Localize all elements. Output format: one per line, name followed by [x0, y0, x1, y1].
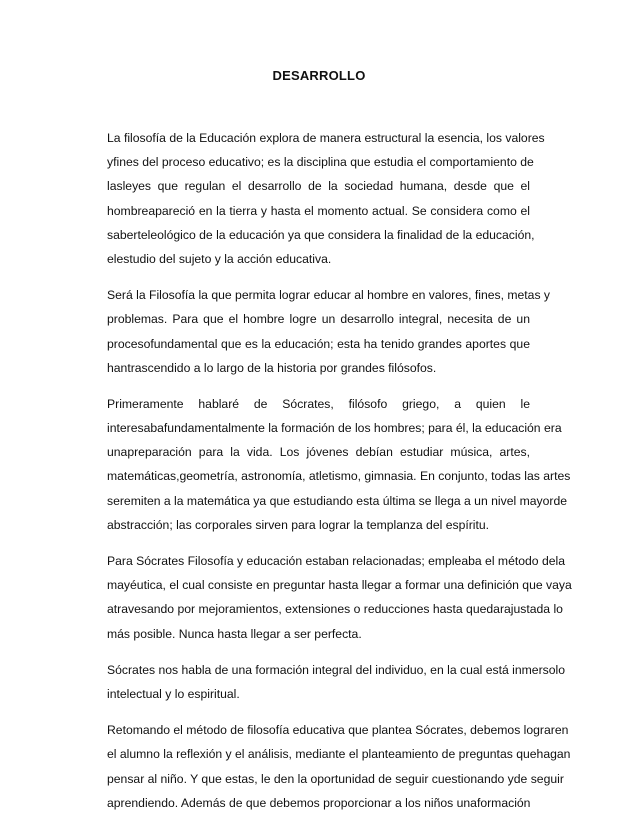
text-line: hantrascendido a lo largo de la historia por grandes filósofos. [107, 360, 437, 375]
paragraph [107, 126, 545, 271]
paragraph [107, 283, 551, 380]
text-line: saberteleológico de la educación ya que considera la finalidad de la educación, [107, 227, 535, 242]
text-line: Para Sócrates Filosofía y educación estaban relacionadas; empleaba el método dela [107, 554, 565, 568]
paragraph [107, 718, 571, 815]
text-line: Sócrates nos habla de una formación integral del individuo, en la cual está inmersolo [107, 662, 565, 677]
text-line: yfines del proceso educativo; es la disciplina que estudia el comportamiento de [107, 155, 534, 170]
text-line: matemáticas,geometría, astronomía, atletismo, gimnasia. En conjunto, todas las artes [107, 469, 571, 484]
paragraph [107, 549, 572, 646]
text-line: seremiten a la matemática ya que estudiando esta última se llega a un nivel mayorde [107, 493, 567, 508]
text-line: La filosofía de la Educación explora de manera estructural la esencia, los valores [107, 131, 545, 145]
text-line: Primeramente hablaré de Sócrates, filósofo griego, a quien le [107, 396, 530, 411]
text-line: pensar al niño. Y que estas, le den la oportunidad de seguir cuestionando yde seguir [107, 771, 564, 786]
text-line: el alumno la reflexión y el análisis, mediante el planteamiento de preguntas quehagan [107, 747, 571, 762]
text-line: procesofundamental que es la educación; esta ha tenido grandes aportes que [107, 336, 530, 351]
text-line: hombreapareció en la tierra y hasta el momento actual. Se considera como el [107, 203, 530, 218]
text-line: elestudio del sujeto y la acción educativa. [107, 251, 332, 266]
text-line: lasleyes que regulan el desarrollo de la sociedad humana, desde que el [107, 179, 530, 194]
text-line: unapreparación para la vida. Los jóvenes debían estudiar música, artes, [107, 445, 530, 460]
text-line: problemas. Para que el hombre logre un desarrollo integral, necesita de un [107, 312, 530, 327]
text-line: mayéutica, el cual consiste en preguntar hasta llegar a formar una definición que vaya [107, 578, 572, 593]
text-line: aprendiendo. Además de que debemos proporcionar a los niños unaformación [107, 795, 531, 810]
text-line: más posible. Nunca hasta llegar a ser perfecta. [107, 626, 362, 641]
paragraph [107, 658, 565, 706]
text-line: intelectual y lo espiritual. [107, 686, 240, 701]
text-line: Será la Filosofía la que permita lograr educar al hombre en valores, fines, metas y [107, 288, 551, 303]
section-title: DESARROLLO [272, 68, 366, 83]
text-line: Retomando el método de filosofía educativa que plantea Sócrates, debemos lograren [107, 723, 569, 738]
body-text [107, 126, 572, 827]
text-line: abstracción; las corporales sirven para lograr la templanza del espíritu. [107, 517, 490, 532]
paragraph [107, 392, 571, 537]
text-line: atravesando por mejoramientos, extensiones o reducciones hasta quedarajustada lo [107, 602, 563, 617]
text-line: interesabafundamentalmente la formación de los hombres; para él, la educación era [107, 421, 562, 436]
